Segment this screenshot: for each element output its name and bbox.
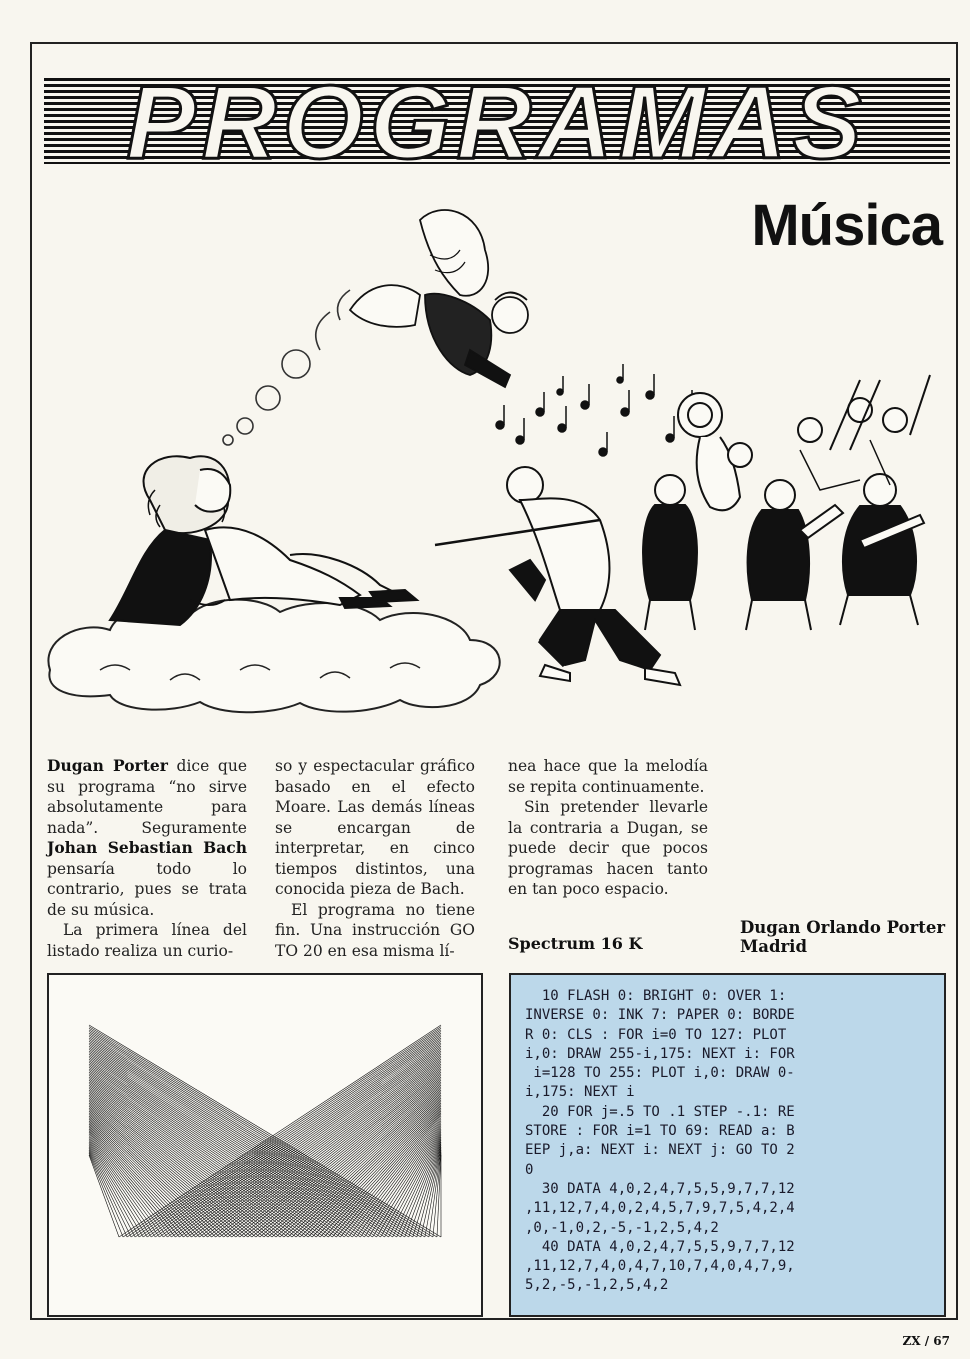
machine-spec: Spectrum 16 K bbox=[508, 934, 643, 953]
music-notes bbox=[496, 364, 692, 456]
listing-line: 5,2,-5,-1,2,5,4,2 bbox=[525, 1277, 669, 1294]
angel-figure bbox=[350, 210, 528, 387]
moire-line bbox=[89, 1153, 123, 1237]
bach-orchestra-illustration bbox=[40, 200, 940, 720]
listing-line: i,0: DRAW 255-i,175: NEXT i: FOR bbox=[525, 1045, 795, 1062]
article-paragraph: so y espectacular gráfico basado en el efecto Moare. Las demás líneas se encargan de interpretar, en cinco tiempos distintos, una conocida pieza de Bach. bbox=[275, 757, 475, 898]
moire-line bbox=[89, 1149, 135, 1238]
article-column-3 bbox=[508, 756, 708, 900]
moire-line bbox=[163, 1043, 441, 1237]
moire-line bbox=[89, 1127, 187, 1237]
listing-line: 20 FOR j=.5 TO .1 STEP -.1: RE bbox=[525, 1103, 795, 1120]
author-name: Dugan Orlando Porter bbox=[740, 918, 946, 937]
moire-line bbox=[89, 1027, 437, 1237]
author-name-bold: Dugan Porter bbox=[47, 756, 168, 775]
article-paragraph: nea hace que la melodía se repita continuamente. bbox=[508, 757, 708, 796]
listing-line: ,0,-1,0,2,-5,-1,2,5,4,2 bbox=[525, 1219, 719, 1236]
article-paragraph bbox=[47, 756, 247, 920]
moire-line bbox=[89, 1119, 208, 1237]
moire-line bbox=[131, 1030, 441, 1237]
paragraph-text: dice que su programa “no sirve absolutamente para nada”. Seguramente bbox=[47, 757, 247, 837]
banner-title: PROGRAMAS bbox=[126, 78, 868, 164]
page-folio: ZX / 67 bbox=[902, 1334, 950, 1348]
listing-line: 30 DATA 4,0,2,4,7,5,5,9,7,7,12 bbox=[525, 1180, 795, 1197]
listing-line: ,11,12,7,4,0,2,4,5,7,9,7,5,4,2,4 bbox=[525, 1200, 795, 1217]
moire-screenshot bbox=[47, 973, 483, 1317]
article-paragraph: La primera línea del listado realiza un curio- bbox=[47, 921, 247, 960]
thought-bubbles bbox=[223, 290, 350, 445]
author-credit bbox=[740, 918, 945, 956]
moire-line bbox=[159, 1041, 441, 1237]
article-column-2 bbox=[275, 756, 475, 961]
bach-figure bbox=[110, 456, 417, 625]
listing-line: ,11,12,7,4,0,4,7,10,7,4,0,4,7,9, bbox=[525, 1258, 795, 1275]
listing-line: 40 DATA 4,0,2,4,7,5,5,9,7,7,12 bbox=[525, 1238, 795, 1255]
author-city: Madrid bbox=[740, 937, 807, 956]
moire-line bbox=[89, 1116, 216, 1237]
moire-line bbox=[89, 1152, 127, 1237]
paragraph-text: pensaría todo lo contrario, pues se trata de su música. bbox=[47, 859, 247, 919]
moire-pattern-graphic bbox=[49, 975, 481, 1315]
listing-line: 0 bbox=[525, 1161, 534, 1178]
moire-line bbox=[413, 1144, 441, 1237]
listing-line: INVERSE 0: INK 7: PAPER 0: BORDE bbox=[525, 1007, 795, 1024]
moire-line bbox=[89, 1137, 163, 1237]
section-banner bbox=[44, 78, 950, 164]
moire-line bbox=[224, 1067, 441, 1237]
program-listing bbox=[509, 973, 946, 1317]
moire-line bbox=[365, 1124, 441, 1237]
listing-line: 10 FLASH 0: BRIGHT 0: OVER 1: bbox=[525, 988, 787, 1004]
moire-line bbox=[89, 1067, 336, 1237]
composer-name-bold: Johan Sebastian Bach bbox=[47, 838, 247, 857]
listing-line: STORE : FOR i=1 TO 69: READ a: B bbox=[525, 1123, 795, 1140]
article-paragraph: El programa no tiene fin. Una instrucción GO TO 20 en esa misma lí- bbox=[275, 900, 475, 960]
listing-line: i=128 TO 255: PLOT i,0: DRAW 0- bbox=[525, 1065, 795, 1082]
listing-line: EEP j,a: NEXT i: NEXT j: GO TO 2 bbox=[525, 1142, 795, 1159]
article-title: Música bbox=[751, 193, 942, 258]
listing-line: R 0: CLS : FOR i=0 TO 127: PLOT bbox=[525, 1026, 787, 1043]
article-column-1 bbox=[47, 756, 247, 961]
moire-line bbox=[369, 1126, 441, 1237]
moire-line bbox=[89, 1041, 401, 1237]
listing-line: i,175: NEXT i bbox=[525, 1084, 635, 1101]
article-paragraph: Sin pretender llevarle la contraria a Dugan, se puede decir que pocos programas hacen tanto en tan poco espacio. bbox=[508, 798, 708, 898]
moire-line bbox=[89, 1066, 340, 1237]
